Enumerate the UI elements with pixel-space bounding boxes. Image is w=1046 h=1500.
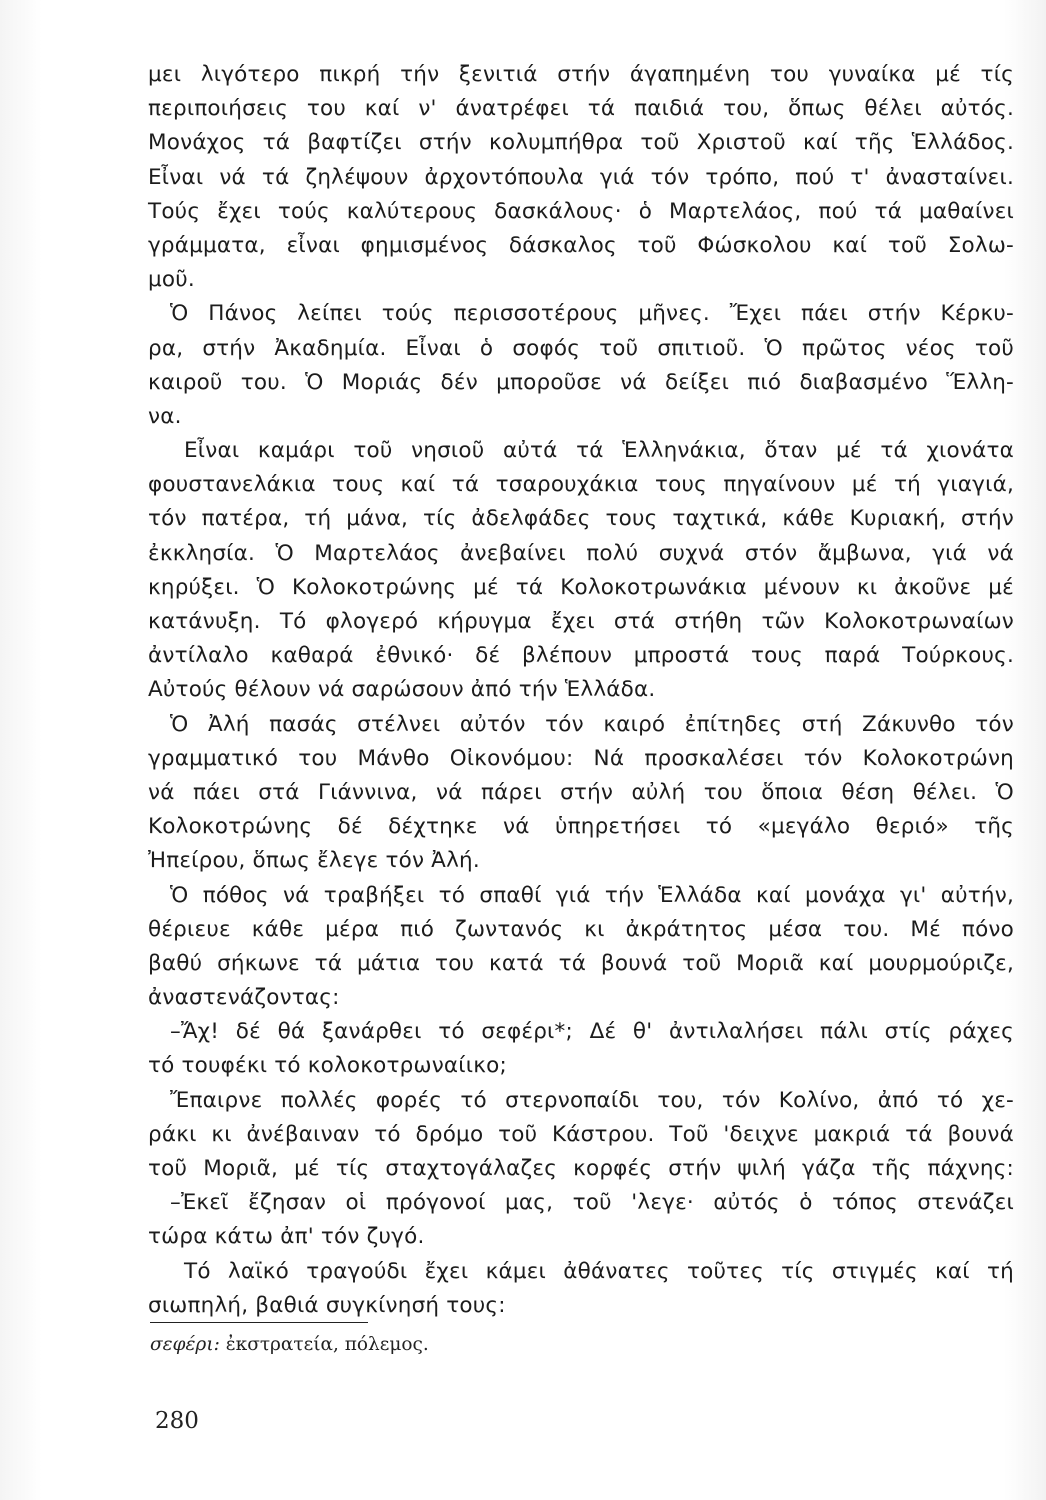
text-line: ρα, στήν Ἀκαδημία. Εἶναι ὁ σοφός τοῦ σπιτιοῦ. Ὁ πρῶτος νέος τοῦ [148,335,1014,361]
text-line: τό τουφέκι τό κολοκοτρωναίικο; [148,1053,507,1079]
text-line: Ὁ πόθος νά τραβήξει τό σπαθί γιά τήν Ἑλλάδα καί μονάχα γι' αὐτήν, [170,882,1014,908]
text-line: κηρύξει. Ὁ Κολοκοτρώνης μέ τά Κολοκοτρωνάκια μένουν κι ἀκοῦνε μέ [148,574,1014,600]
text-line: Τούς ἔχει τούς καλύτερους δασκάλους· ὁ Μαρτελάος, πού τά μαθαίνει [148,198,1014,224]
text-line: Τό λαϊκό τραγούδι ἔχει κάμει ἀθάνατες τοῦτες τίς στιγμές καί τή [184,1258,1014,1284]
text-line: ἐκκλησία. Ὁ Μαρτελάος ἀνεβαίνει πολύ συχνά στόν ἄμβωνα, γιά νά [148,540,1014,566]
text-line: κατάνυξη. Τό φλογερό κήρυγμα ἔχει στά στήθη τῶν Κολοκοτρωναίων [148,609,1014,634]
text-line: ἀναστενάζοντας: [148,985,340,1011]
body-text [148,58,1014,1323]
text-line: Εἶναι νά τά ζηλέψουν ἀρχοντόπουλα γιά τόν τρόπο, πού τ' ἀνασταίνει. [148,164,1014,190]
text-line: Ἔπαιρνε πολλές φορές τό στερνοπαίδι του, τόν Κολίνο, ἀπό τό χε- [170,1087,1014,1113]
text-line: σιωπηλή, βαθιά συγκίνησή τους: [148,1292,506,1318]
footnote [150,1334,429,1355]
text-line: –Ἄχ! δέ θά ξανάρθει τό σεφέρι*; Δέ θ' ἀντιλαλήσει πάλι στίς ράχες [170,1019,1014,1045]
text-line: Ὁ Ἀλή πασάς στέλνει αὐτόν τόν καιρό ἐπίτηδες στή Ζάκυνθο τόν [170,711,1014,737]
text-line: θέριευε κάθε μέρα πιό ζωντανός κι ἀκράτητος μέσα του. Μέ πόνο [148,916,1014,942]
text-line: νά πάει στά Γιάννινα, νά πάρει στήν αὐλή του ὅποια θέση θέλει. Ὁ [148,779,1014,805]
text-line: μοῦ. [148,267,195,293]
text-line: Ἠπείρου, ὅπως ἔλεγε τόν Ἀλή. [148,848,480,874]
footnote-divider [150,1322,368,1323]
text-line: Αὐτούς θέλουν νά σαρώσουν ἀπό τήν Ἑλλάδα. [148,677,656,703]
text-line: καιροῦ του. Ὁ Μοριάς δέν μποροῦσε νά δείξει πιό διαβασμένο Ἕλλη- [148,369,1014,395]
text-line: γράμματα, εἶναι φημισμένος δάσκαλος τοῦ Φώσκολου καί τοῦ Σολω- [148,232,1014,258]
footnote-definition: ἐκστρατεία, πόλεμος. [225,1334,429,1355]
footnote-term: σεφέρι: [150,1334,220,1355]
text-line: Μονάχος τά βαφτίζει στήν κολυμπήθρα τοῦ Χριστοῦ καί τῆς Ἑλλάδος. [148,130,1014,156]
text-line: τόν πατέρα, τή μάνα, τίς ἀδελφάδες τους ταχτικά, κάθε Κυριακή, στήν [148,506,1014,532]
text-line: τώρα κάτω ἀπ' τόν ζυγό. [148,1224,425,1250]
text-line: Κολοκοτρώνης δέ δέχτηκε νά ὑπηρετήσει τό «μεγάλο θεριό» τῆς [148,814,1014,840]
text-line: Εἶναι καμάρι τοῦ νησιοῦ αὐτά τά Ἑλληνάκια, ὅταν μέ τά χιονάτα [184,438,1014,464]
text-line: ράκι κι ἀνέβαιναν τό δρόμο τοῦ Κάστρου. Τοῦ 'δειχνε μακριά τά βουνά [148,1121,1014,1147]
text-line: Ὁ Πάνος λείπει τούς περισσοτέρους μῆνες. Ἔχει πάει στήν Κέρκυ- [170,301,1014,327]
text-line: τοῦ Μοριᾶ, μέ τίς σταχτογάλαζες κορφές στήν ψιλή γάζα τῆς πάχνης: [148,1156,1014,1181]
text-line: περιποιήσεις του καί ν' άνατρέφει τά παιδιά του, ὅπως θέλει αὐτός. [148,96,1014,122]
text-line: να. [148,403,182,429]
text-line: μει λιγότερο πικρή τήν ξενιτιά στήν άγαπημένη του γυναίκα μέ τίς [148,62,1014,87]
text-line: φουστανελάκια τους καί τά τσαρουχάκια τους πηγαίνουν μέ τή γιαγιά, [148,472,1014,498]
page-number: 280 [155,1408,199,1434]
text-line: ἀντίλαλο καθαρά ἐθνικό· δέ βλέπουν μπροστά τους παρά Τούρκους. [148,643,1014,669]
text-line: βαθύ σήκωνε τά μάτια του κατά τά βουνά τοῦ Μοριᾶ καί μουρμούριζε, [148,950,1014,976]
text-line: γραμματικό του Μάνθο Οἰκονόμου: Νά προσκαλέσει τόν Κολοκοτρώνη [148,745,1014,771]
text-line: –Ἐκεῖ ἔζησαν οἱ πρόγονοί μας, τοῦ 'λεγε· αὐτός ὁ τόπος στενάζει [170,1190,1014,1216]
